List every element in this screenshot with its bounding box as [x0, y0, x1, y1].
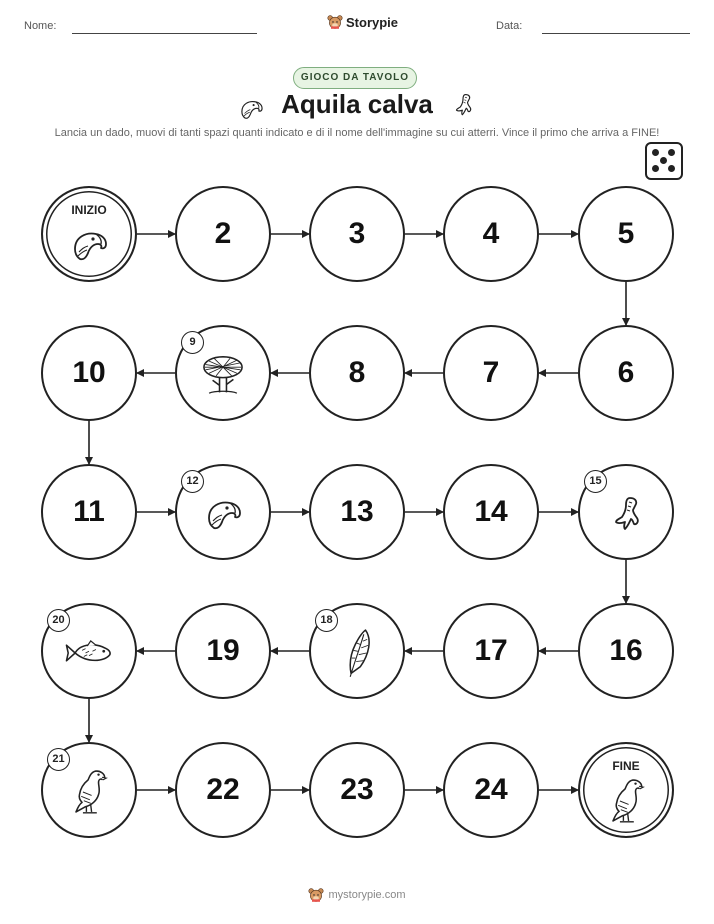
board-space-13 [309, 464, 405, 560]
board-space-19 [175, 603, 271, 699]
eagle-head-icon [203, 494, 243, 534]
brand-name: Storypie [346, 14, 399, 30]
talon-icon [606, 493, 646, 535]
start-space [41, 186, 137, 282]
board-space-9 [175, 325, 271, 421]
board-space-24 [443, 742, 539, 838]
board-space-12 [175, 464, 271, 560]
start-label: INIZIO [71, 203, 107, 217]
board-space-10 [41, 325, 137, 421]
space-number: 19 [206, 634, 240, 667]
board-space-5 [578, 186, 674, 282]
instructions-text: Lancia un dado, muovi di tanti spazi quanti indicato e di il nome dell'immagine su cui atterri. Vince il primo che arriva a FINE! [54, 127, 660, 139]
space-number: 23 [340, 773, 374, 806]
space-number: 16 [609, 634, 643, 667]
board-space-6 [578, 325, 674, 421]
space-number: 3 [348, 217, 366, 250]
space-number: 7 [482, 356, 500, 389]
space-number: 13 [340, 495, 374, 528]
board-space-17 [443, 603, 539, 699]
board-space-7 [443, 325, 539, 421]
space-number-tag: 15 [584, 470, 607, 493]
space-number: 11 [73, 495, 105, 528]
eagle-perched-icon [67, 766, 111, 818]
space-number-tag: 18 [315, 609, 338, 632]
board-space-3 [309, 186, 405, 282]
space-number: 8 [348, 356, 366, 389]
name-label: Nome: [24, 20, 57, 32]
board-space-18 [309, 603, 405, 699]
space-number-tag: 21 [47, 748, 70, 771]
board-space-4 [443, 186, 539, 282]
space-number: 22 [206, 773, 240, 806]
feather-icon [340, 627, 374, 679]
board-space-22 [175, 742, 271, 838]
space-number: 17 [474, 634, 508, 667]
space-number: 14 [474, 495, 508, 528]
nest-tree-icon [197, 350, 249, 400]
page-title: Aquila calva [281, 89, 433, 119]
board-space-20 [41, 603, 137, 699]
space-number: 2 [214, 217, 232, 250]
footer [0, 887, 714, 903]
board-space-2 [175, 186, 271, 282]
board-space-14 [443, 464, 539, 560]
space-number: 5 [617, 217, 635, 250]
space-number: 6 [617, 356, 635, 389]
board-space-21 [41, 742, 137, 838]
space-number-tag: 20 [47, 609, 70, 632]
space-number-tag: 9 [181, 331, 204, 354]
board-space-23 [309, 742, 405, 838]
board-space-16 [578, 603, 674, 699]
board-space-11 [41, 464, 137, 560]
finish-label: FINE [612, 759, 640, 773]
finish-space [578, 742, 674, 838]
fish-icon [63, 638, 115, 668]
eagle-perched-icon [604, 775, 648, 827]
date-label: Data: [496, 20, 523, 32]
space-number: 24 [474, 773, 508, 806]
footer-site: mystorypie.com [328, 889, 406, 901]
bear-mascot-icon [308, 887, 324, 903]
board-space-8 [309, 325, 405, 421]
board-space-15 [578, 464, 674, 560]
space-number: 10 [72, 356, 106, 389]
eagle-head-icon [69, 225, 109, 265]
game-type-badge: GIOCO DA TAVOLO [293, 67, 417, 89]
space-number-tag: 12 [181, 470, 204, 493]
space-number: 4 [482, 217, 500, 250]
